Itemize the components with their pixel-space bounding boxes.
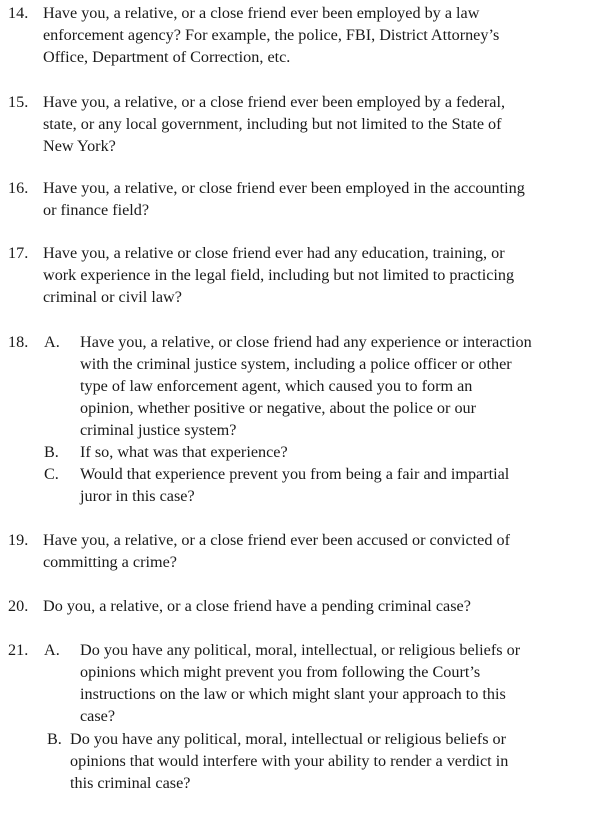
- sub-question-text: [80, 441, 288, 463]
- question-line: opinions that would interfere with your ability to render a verdict in: [70, 752, 509, 770]
- sub-question-letter: A.: [44, 641, 60, 659]
- question-line: New York?: [43, 137, 116, 155]
- question-number: 20.: [8, 597, 29, 615]
- question-number: 18.: [8, 333, 29, 351]
- sub-question-text: [80, 639, 520, 727]
- sub-question-letter: B.: [44, 443, 59, 461]
- question-line: or finance field?: [43, 201, 150, 219]
- sub-question-text: [70, 728, 508, 794]
- question-line: Have you, a relative, or a close friend ever been employed by a federal,: [43, 93, 506, 111]
- question-number: 19.: [8, 531, 29, 549]
- question-line: opinions which might prevent you from following the Court’s: [80, 663, 481, 681]
- question-text: [43, 91, 588, 157]
- question-line: criminal or civil law?: [43, 288, 182, 306]
- question-line: If so, what was that experience?: [80, 443, 288, 461]
- question-line: Do you have any political, moral, intellectual, or religious beliefs or: [80, 641, 521, 659]
- question-line: Office, Department of Correction, etc.: [43, 48, 291, 66]
- question-line: Have you, a relative, or close friend ever been employed in the accounting: [43, 179, 525, 197]
- question-text: [43, 595, 588, 617]
- question-line: work experience in the legal field, including but not limited to practicing: [43, 266, 515, 284]
- question-text: [43, 2, 588, 68]
- question-line: Have you, a relative, or a close friend ever been employed by a law: [43, 4, 480, 22]
- question-line: Would that experience prevent you from being a fair and impartial: [80, 465, 510, 483]
- question-line: Do you have any political, moral, intellectual or religious beliefs or: [70, 730, 507, 748]
- sub-question-letter: A.: [44, 333, 60, 351]
- question-text: [43, 177, 588, 221]
- question-line: this criminal case?: [70, 774, 191, 792]
- question-line: type of law enforcement agent, which caused you to form an: [80, 377, 473, 395]
- question-line: committing a crime?: [43, 553, 177, 571]
- question-line: juror in this case?: [80, 487, 195, 505]
- question-number: 14.: [8, 4, 29, 22]
- question-line: opinion, whether positive or negative, about the police or our: [80, 399, 477, 417]
- sub-question-text: [80, 463, 509, 507]
- question-number: 21.: [8, 641, 29, 659]
- question-number: 15.: [8, 93, 29, 111]
- question-text: [43, 529, 588, 573]
- question-line: with the criminal justice system, including a police officer or other: [80, 355, 512, 373]
- question-line: Have you, a relative, or close friend had any experience or interaction: [80, 333, 532, 351]
- question-number: 16.: [8, 179, 29, 197]
- sub-question-letter: C.: [44, 465, 59, 483]
- question-line: enforcement agency? For example, the police, FBI, District Attorney’s: [43, 26, 500, 44]
- sub-question-text: [80, 331, 532, 441]
- question-line: instructions on the law or which might slant your approach to this: [80, 685, 506, 703]
- question-text: [43, 242, 588, 308]
- sub-question-letter: B.: [47, 730, 62, 748]
- question-line: criminal justice system?: [80, 421, 237, 439]
- question-line: Have you, a relative or close friend ever had any education, training, or: [43, 244, 505, 262]
- question-line: case?: [80, 707, 116, 725]
- question-line: Have you, a relative, or a close friend ever been accused or convicted of: [43, 531, 510, 549]
- question-line: Do you, a relative, or a close friend have a pending criminal case?: [43, 597, 471, 615]
- question-number: 17.: [8, 244, 29, 262]
- question-line: state, or any local government, including but not limited to the State of: [43, 115, 502, 133]
